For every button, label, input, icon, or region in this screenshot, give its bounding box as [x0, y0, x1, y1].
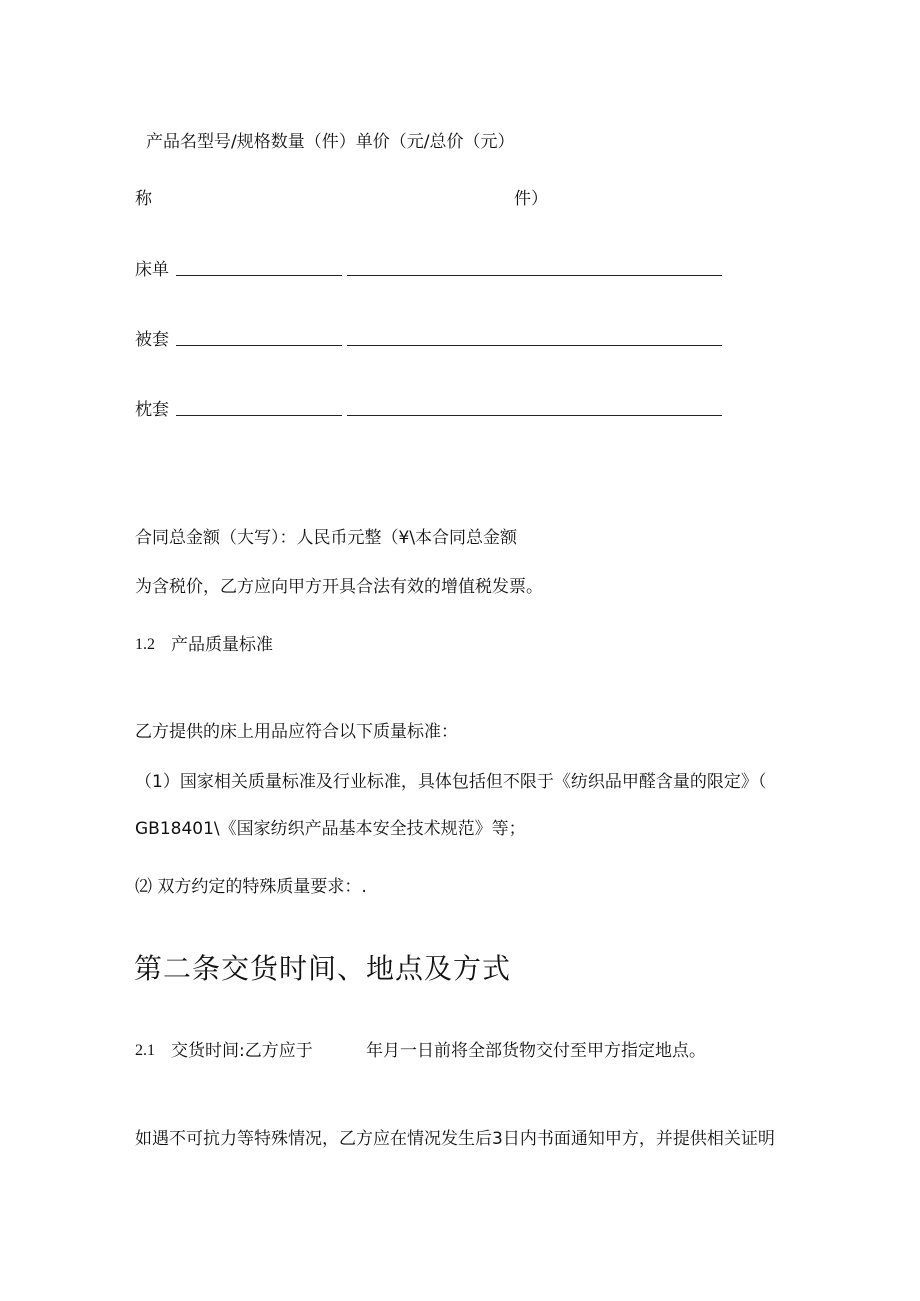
table-header-row2-right: 件） [514, 189, 548, 209]
section-1-2-title: 产品质量标准 [171, 635, 273, 655]
table-row-blank-2b [347, 345, 722, 346]
clause-2-1-text-a: 交货时间:乙方应于 [171, 1041, 313, 1061]
quality-item1-line2: GB18401\《国家纺织产品基本安全技术规范》等； [135, 819, 526, 839]
table-row-name-bedsheet: 床单 [135, 260, 169, 280]
clause-2-1-number: 2.1 [135, 1042, 155, 1059]
quality-intro: 乙方提供的床上用品应符合以下质量标准： [135, 722, 458, 742]
article-2-heading: 第二条交货时间、地点及方式 [134, 952, 512, 985]
table-header-row1: 产品名型号/规格数量（件）单价（元/总价（元） [146, 132, 515, 152]
table-header-row2-left: 称 [135, 189, 152, 209]
table-row-blank-1b [347, 275, 722, 276]
table-row-name-pillowcase: 枕套 [135, 400, 169, 420]
table-row-blank-3a [176, 415, 342, 416]
quality-item2: ⑵ 双方约定的特殊质量要求：. [135, 877, 367, 897]
quality-item1-line1: （1）国家相关质量标准及行业标准，具体包括但不限于《纺织品甲醛含量的限定》（ [135, 772, 767, 792]
force-majeure-text: 如遇不可抗力等特殊情况，乙方应在情况发生后3日内书面通知甲方，并提供相关证明 [135, 1129, 775, 1149]
table-row-name-duvet: 被套 [135, 330, 169, 350]
clause-2-1-text-b: 年月一日前将全部货物交付至甲方指定地点。 [366, 1041, 706, 1061]
table-row-blank-3b [347, 415, 722, 416]
table-row-blank-2a [176, 345, 342, 346]
table-row-blank-1a [176, 275, 342, 276]
contract-total-line1: 合同总金额（大写）：人民币元整（¥\本合同总金额 [135, 528, 518, 548]
contract-total-line2: 为含税价，乙方应向甲方开具合法有效的增值税发票。 [135, 577, 543, 597]
section-1-2-number: 1.2 [135, 636, 155, 653]
